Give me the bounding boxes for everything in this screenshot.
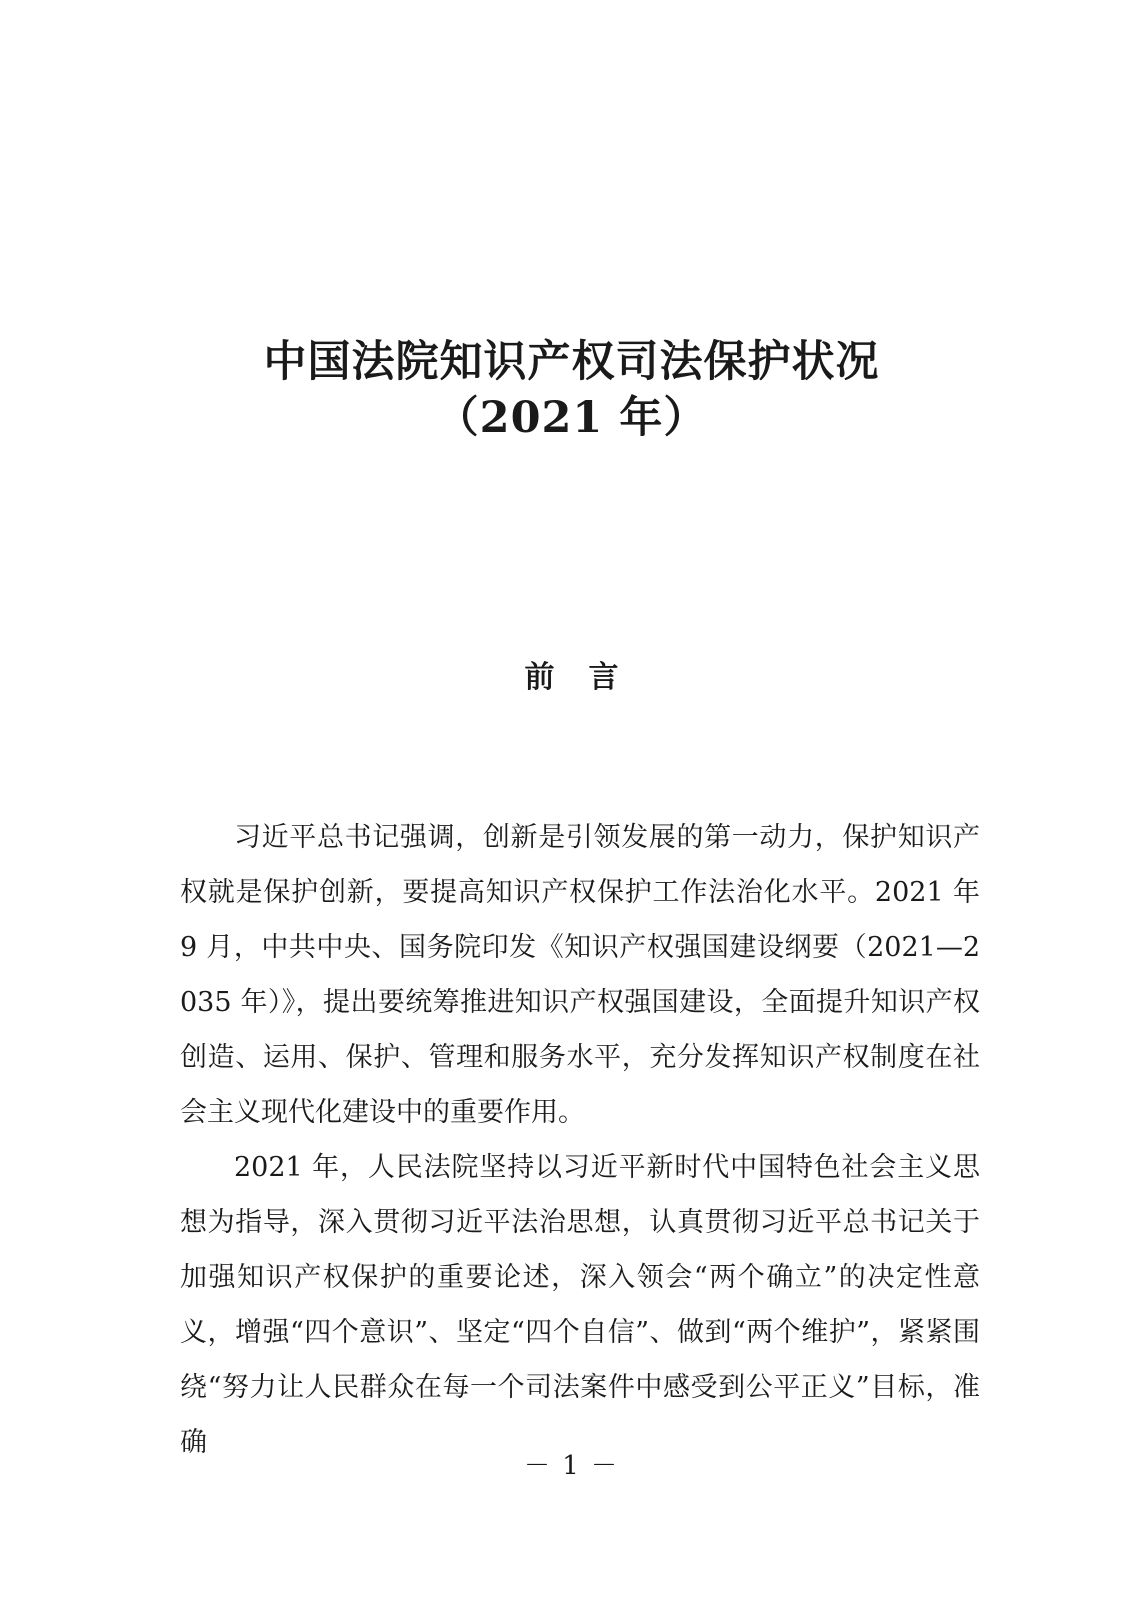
section-heading-preface: 前言 [524,660,653,695]
document-title: 中国法院知识产权司法保护状况 [263,337,880,387]
document-title-year: （2021 年） [435,393,708,443]
body-text [180,810,980,1470]
page-number: － 1 － [523,1451,620,1481]
paragraph: 习近平总书记强调，创新是引领发展的第一动力，保护知识产权就是保护创新，要提高知识产权保护工作法治化水平。2021 年 9 月，中共中央、国务院印发《知识产权强国建设纲要（2021—2035 年）》，提出要统筹推进知识产权强国建设，全面提升知识产权创造、运用、保护、管理和服务水平，充分发挥知识产权制度在社会主义现代化建设中的重要作用。 [180,822,980,1128]
paragraph: 2021 年，人民法院坚持以习近平新时代中国特色社会主义思想为指导，深入贯彻习近平法治思想，认真贯彻习近平总书记关于加强知识产权保护的重要论述，深入领会“两个确立”的决定性意义，增强“四个意识”、坚定“四个自信”、做到“两个维护”，紧紧围绕“努力让人民群众在每一个司法案件中感受到公平正义”目标，准确 [180,1152,980,1458]
